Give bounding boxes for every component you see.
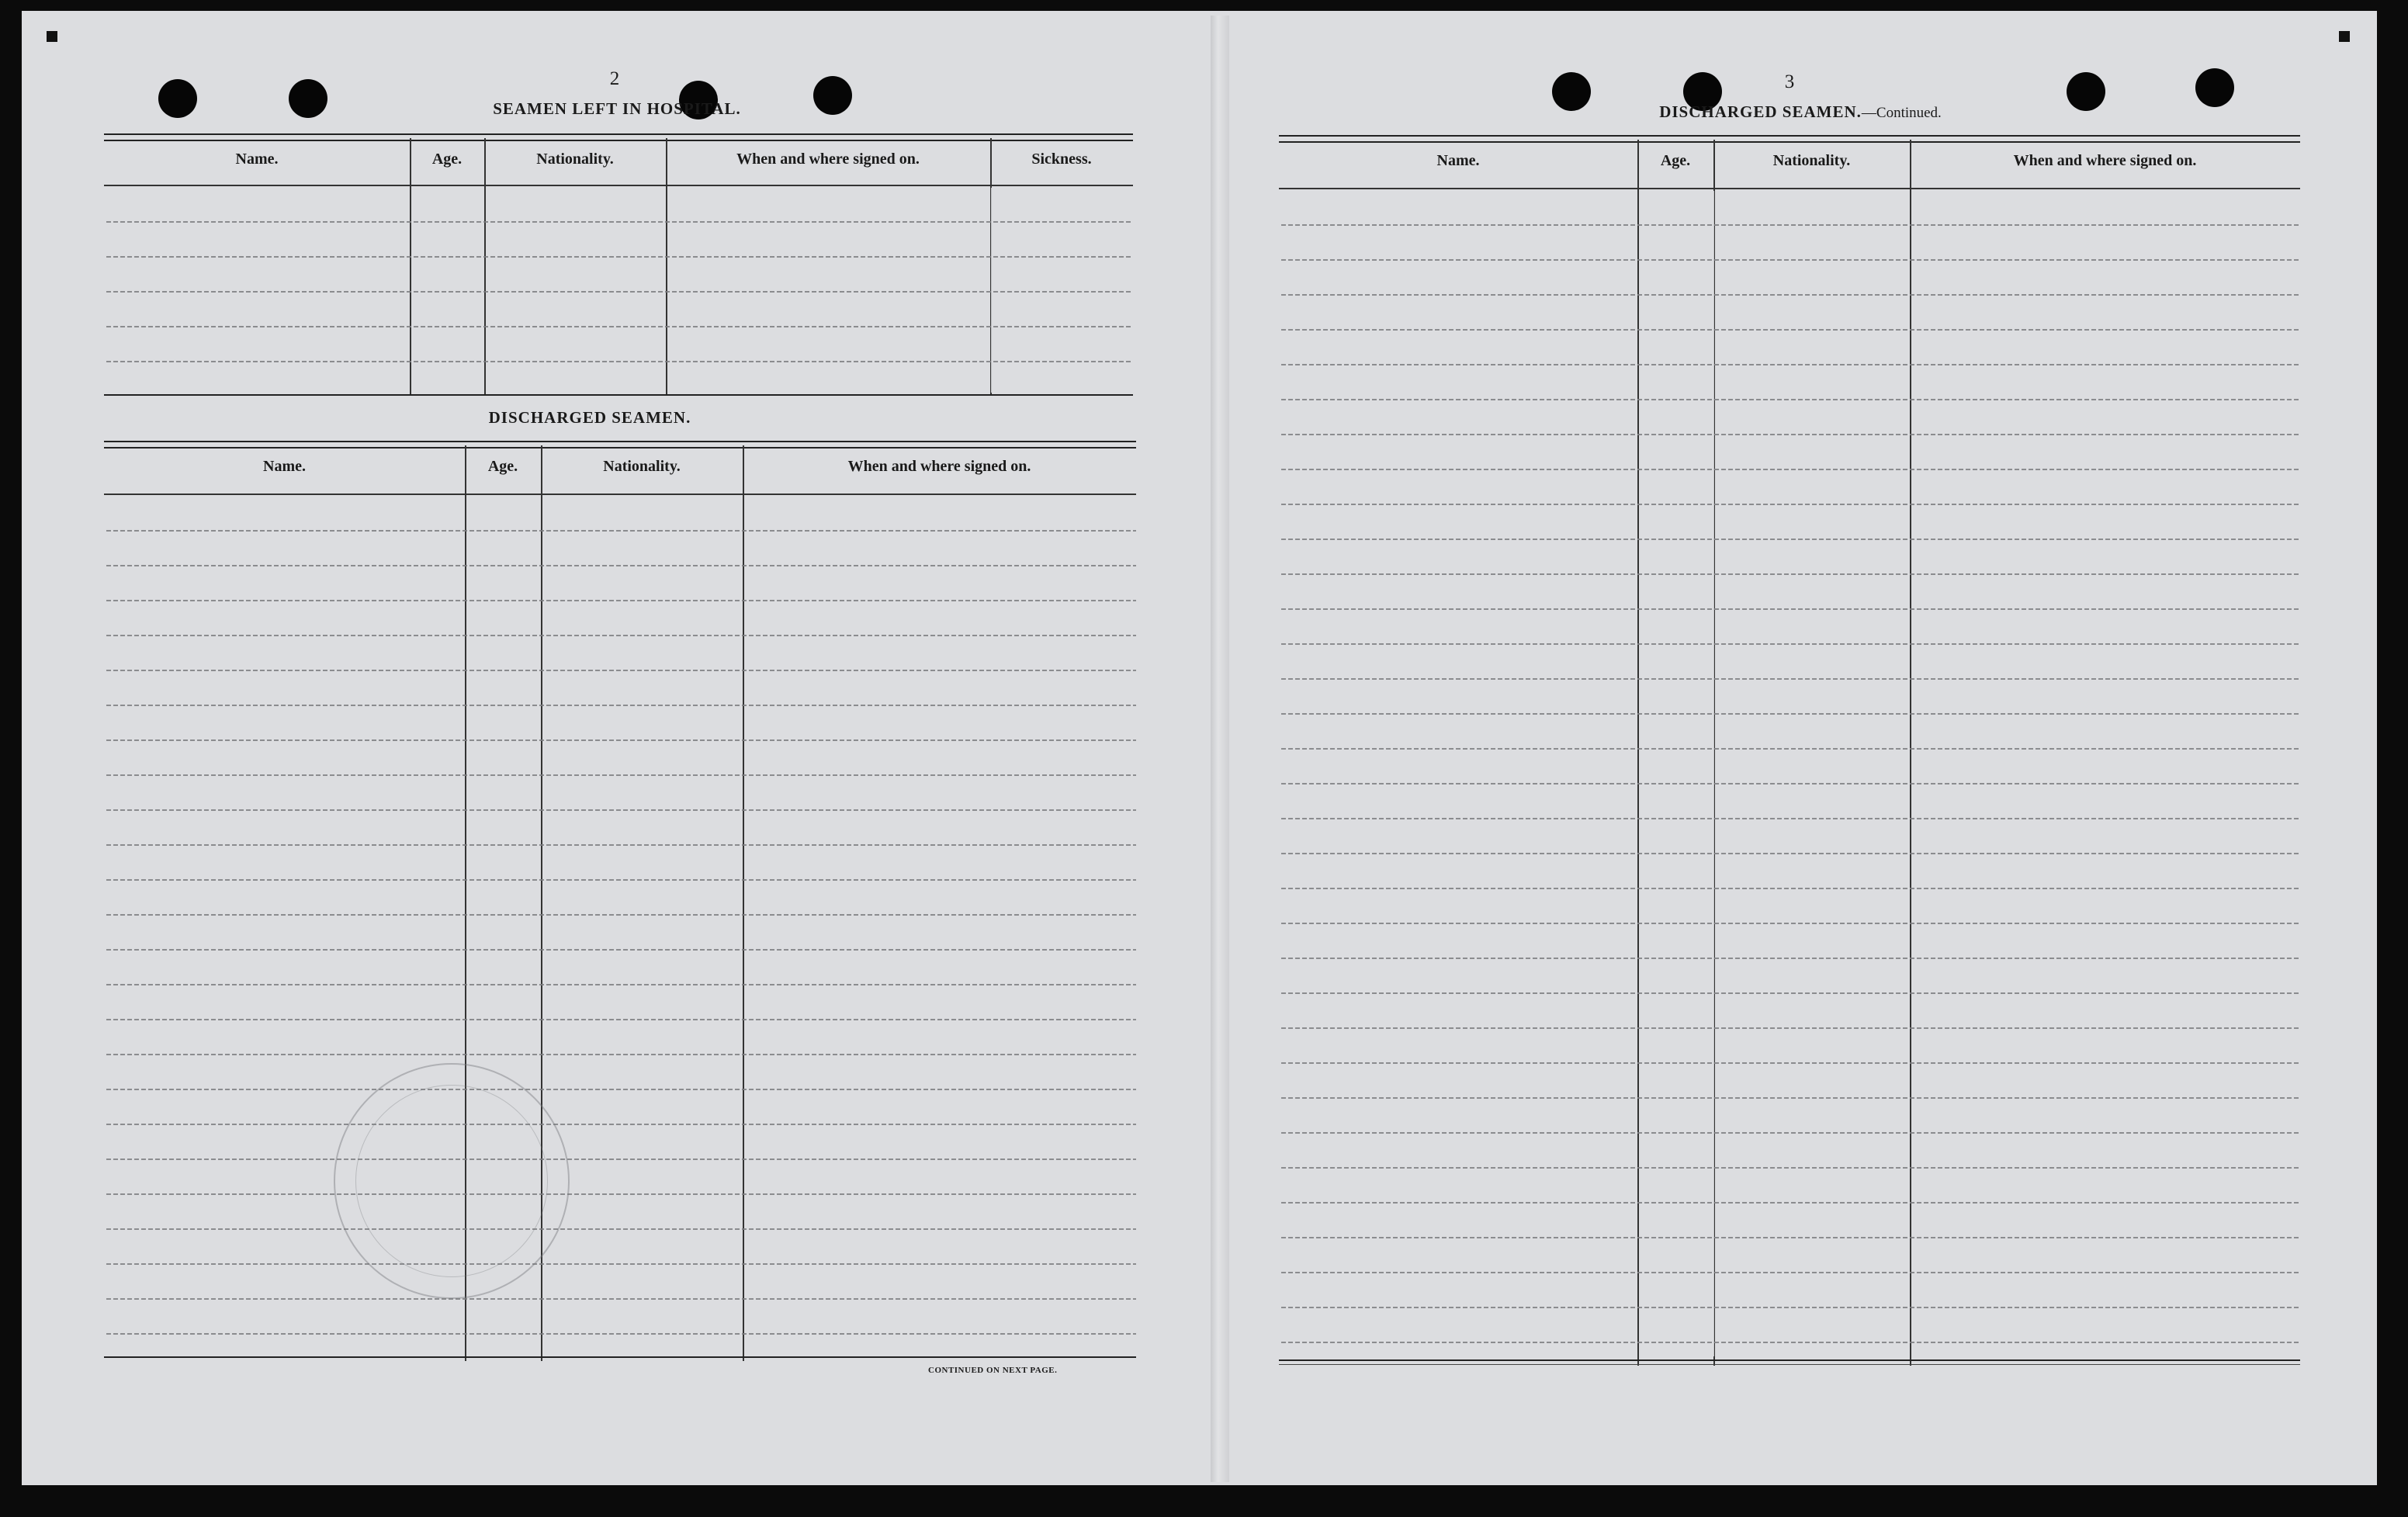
blank-entry-rows <box>104 188 1133 393</box>
col-header-name: Name. <box>235 151 279 168</box>
page-number: 2 <box>609 68 620 89</box>
col-header-age: Age. <box>1660 152 1691 169</box>
title-main: DISCHARGED SEAMEN. <box>1659 102 1862 121</box>
punch-hole <box>2195 68 2234 107</box>
col-header-nationality: Nationality. <box>536 151 614 168</box>
punch-hole <box>813 76 852 115</box>
col-header-signed-on: When and where signed on. <box>2013 152 2197 169</box>
col-header-age: Age. <box>431 151 463 168</box>
discharged-continued-title <box>1599 102 2002 122</box>
blank-entry-rows <box>104 497 1136 1355</box>
corner-mark <box>2339 31 2350 42</box>
continued-note: CONTINUED ON NEXT PAGE. <box>928 1366 1058 1375</box>
blank-entry-rows <box>1279 191 2300 1356</box>
col-header-signed-on: When and where signed on. <box>736 151 920 168</box>
discharged-continued-table <box>1279 135 2300 1366</box>
col-header-sickness: Sickness. <box>1031 151 1092 168</box>
punch-hole <box>289 79 327 118</box>
col-header-age: Age. <box>487 458 518 475</box>
corner-mark <box>47 31 57 42</box>
col-header-nationality: Nationality. <box>603 458 681 475</box>
hospital-section-title: SEAMEN LEFT IN HOSPITAL. <box>493 99 741 118</box>
title-suffix: —Continued. <box>1861 105 1942 121</box>
discharged-table <box>104 441 1136 1361</box>
discharged-section-title: DISCHARGED SEAMEN. <box>488 408 691 427</box>
col-header-nationality: Nationality. <box>1772 152 1851 169</box>
page-number: 3 <box>1784 71 1795 92</box>
col-header-signed-on: When and where signed on. <box>847 458 1031 475</box>
page-gutter <box>1211 16 1229 1482</box>
col-header-name: Name. <box>1436 152 1480 169</box>
punch-hole <box>2067 72 2105 111</box>
col-header-name: Name. <box>263 458 306 475</box>
punch-hole <box>158 79 197 118</box>
hospital-table <box>104 133 1133 396</box>
punch-hole <box>1552 72 1591 111</box>
faded-stamp <box>334 1063 570 1299</box>
